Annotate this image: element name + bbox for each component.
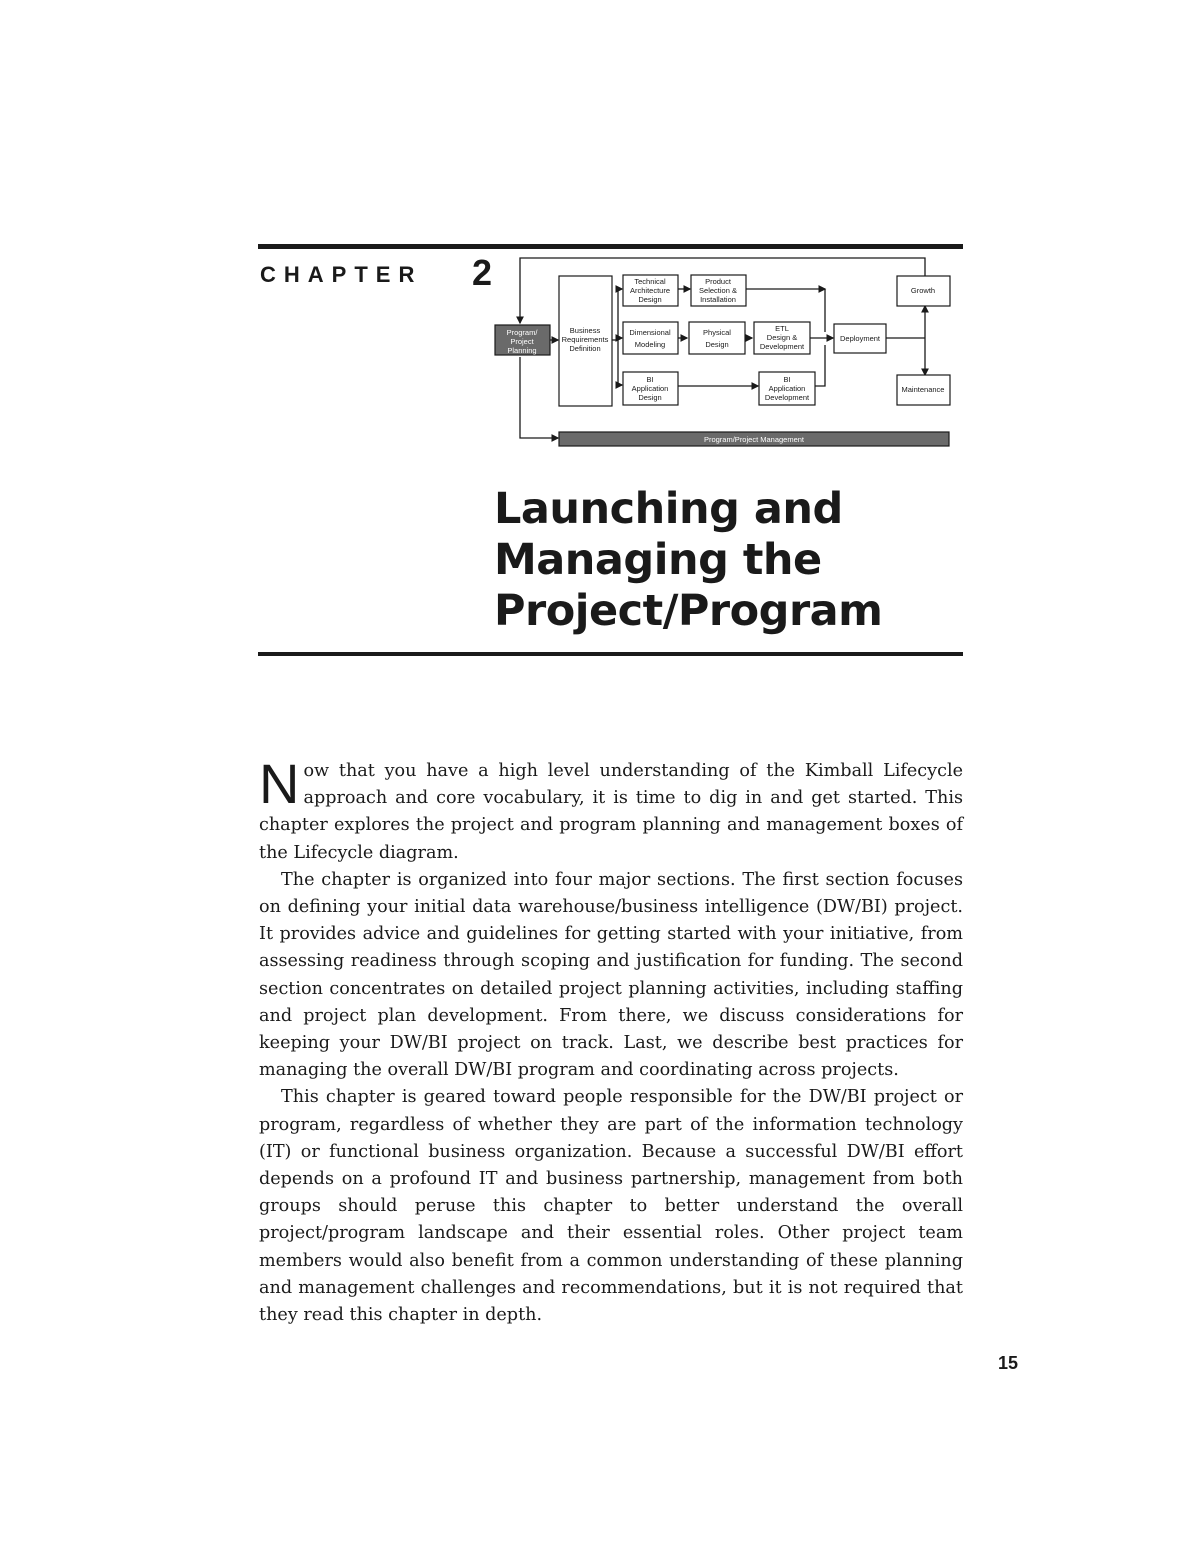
svg-text:Definition: Definition xyxy=(569,344,601,353)
title-line: Launching and xyxy=(494,484,843,534)
svg-text:Planning: Planning xyxy=(507,346,537,355)
title-line: Project/Program xyxy=(494,586,883,636)
paragraph: This chapter is geared toward people responsible for the DW/BI project or program, regardless of whether they are part of the information technology (IT) or functional business organization. Because a successful DW/BI effort depends on a profound IT and business partnership, management from both groups should peruse this chapter to better understand the overall project/program landscape and their essential roles. Other project team members would also benefit from a common understanding of these planning and management challenges and recommendations, but it is not required that they read this chapter in depth. xyxy=(259,1087,963,1326)
svg-text:BI: BI xyxy=(783,375,791,384)
svg-text:Program/: Program/ xyxy=(506,328,538,337)
svg-text:ETL: ETL xyxy=(775,324,789,333)
svg-text:Requirements: Requirements xyxy=(561,335,609,344)
svg-text:BI: BI xyxy=(646,375,654,384)
dimensional-modeling-box xyxy=(623,322,678,354)
svg-text:Installation: Installation xyxy=(700,295,736,304)
arrow-planning-to-management xyxy=(520,357,558,438)
paragraph: Now that you have a high level understanding of the Kimball Lifecycle approach and core vocabulary, it is time to dig in and get started. This chapter explores the project and program planning and management boxes of the Lifecycle diagram. xyxy=(259,752,963,863)
svg-text:Design: Design xyxy=(638,393,662,402)
svg-text:Application: Application xyxy=(768,384,806,393)
svg-text:Technical: Technical xyxy=(634,277,666,286)
svg-text:Physical: Physical xyxy=(703,328,731,337)
svg-text:Growth: Growth xyxy=(910,286,936,295)
body-text xyxy=(259,752,963,1329)
svg-text:Project: Project xyxy=(510,337,534,346)
svg-text:Business: Business xyxy=(569,326,601,335)
svg-text:Modeling: Modeling xyxy=(634,340,666,349)
svg-text:Deployment: Deployment xyxy=(839,334,881,343)
title-line: Managing the xyxy=(494,535,822,585)
svg-text:Design &: Design & xyxy=(766,333,798,342)
svg-text:Application: Application xyxy=(631,384,669,393)
svg-text:Product: Product xyxy=(705,277,731,286)
top-rule xyxy=(258,244,963,249)
svg-text:Dimensional: Dimensional xyxy=(629,328,671,337)
svg-text:Development: Development xyxy=(764,393,810,402)
drop-cap: N xyxy=(259,752,300,815)
svg-text:Development: Development xyxy=(759,342,805,351)
page-number: 15 xyxy=(998,1353,1019,1373)
lifecycle-diagram xyxy=(480,250,970,460)
physical-design-box xyxy=(689,322,745,354)
chapter-label: CHAPTER xyxy=(260,262,423,287)
svg-text:Maintenance: Maintenance xyxy=(901,385,945,394)
chapter-number: 2 xyxy=(472,252,493,293)
bottom-rule xyxy=(258,652,963,656)
paragraph: The chapter is organized into four major sections. The first section focuses on defining your initial data warehouse/business intelligence (DW/BI) project. It provides advice and guidelines for getting started with your initiative, from assessing readiness through scoping and justification for funding. The second section concentrates on detailed project planning activities, including staffing and project plan development. From there, we discuss considerations for keeping your DW/BI project on track. Last, we describe best practices for managing the overall DW/BI program and coordinating across projects. xyxy=(259,869,963,1081)
svg-text:Design: Design xyxy=(705,340,729,349)
svg-text:Selection &: Selection & xyxy=(699,286,737,295)
svg-text:Program/Project Management: Program/Project Management xyxy=(703,435,805,444)
svg-text:Architecture: Architecture xyxy=(629,286,671,295)
chapter-title xyxy=(494,484,974,637)
svg-text:Design: Design xyxy=(638,295,662,304)
